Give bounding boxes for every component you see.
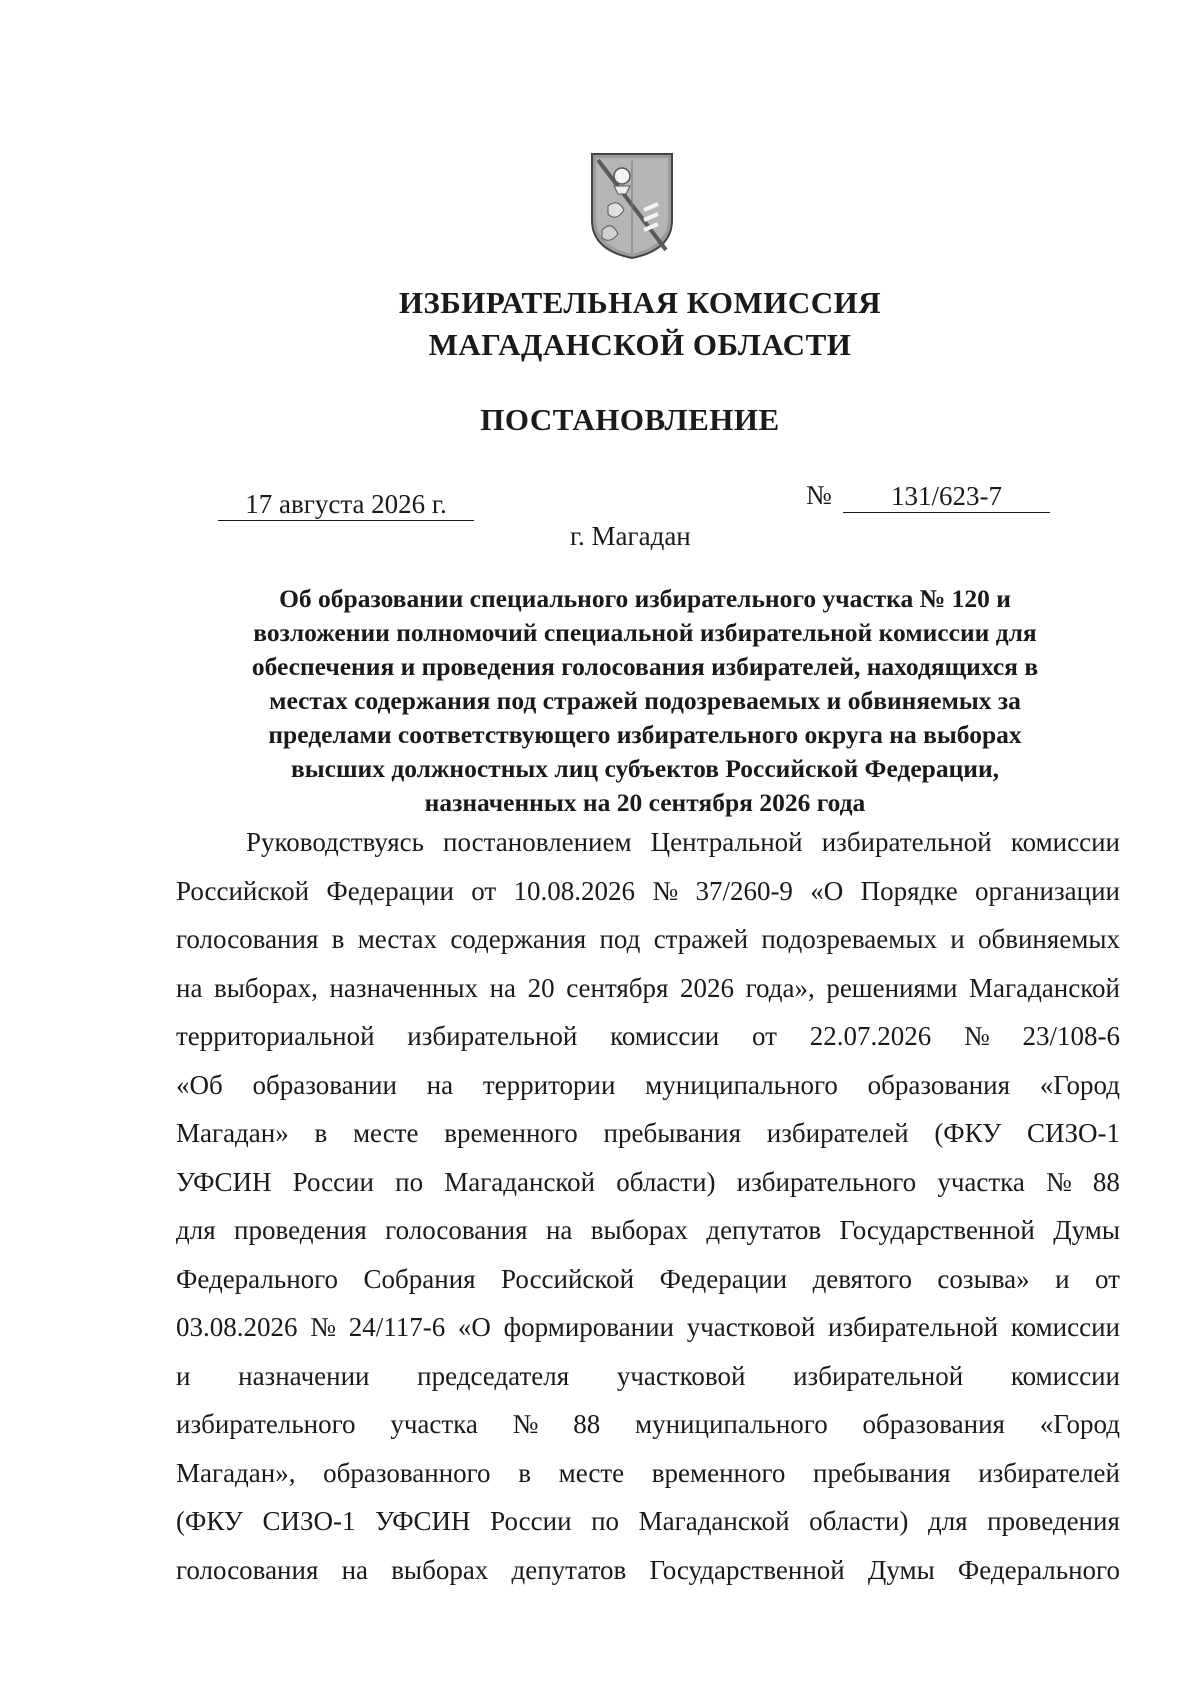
title-line: высших должностных лиц субъектов Российской Федерации,: [290, 754, 1000, 783]
body-line: Федерального Собрания Российской Федерации девятого созыва» и от: [176, 1263, 1120, 1294]
title-line: пределами соответствующего избирательного округа на выборах: [268, 720, 1022, 749]
title-line: возложении полномочий специальной избирательной комиссии для: [253, 618, 1037, 647]
body-line: «Об образовании на территории муниципального образования «Город: [176, 1069, 1120, 1100]
body-line: на выборах, назначенных на 20 сентября 2026 года», решениями Магаданской: [176, 972, 1120, 1003]
title-line: местах содержания под стражей подозреваемых и обвиняемых за: [269, 686, 1021, 715]
document-date: 17 августа 2026 г.: [218, 488, 474, 521]
body-line: Руководствуясь постановлением Центральной избирательной комиссии: [246, 827, 1120, 857]
title-line: обеспечения и проведения голосования избирателей, находящихся в: [251, 652, 1039, 681]
body-line: (ФКУ СИЗО-1 УФСИН России по Магаданской области) для проведения: [176, 1506, 1120, 1536]
document-title: [200, 582, 1090, 820]
document-type-heading: ПОСТАНОВЛЕНИЕ: [480, 402, 780, 437]
body-line: для проведения голосования на выборах депутатов Государственной Думы: [176, 1215, 1120, 1245]
title-line: Об образовании специального избирательного участка № 120 и: [279, 584, 1011, 613]
body-line: избирательного участка № 88 муниципального образования «Город: [176, 1409, 1120, 1439]
body-line: Российской Федерации от 10.08.2026 № 37/260-9 «О Порядке организации: [176, 875, 1120, 906]
body-line: УФСИН России по Магаданской области) избирательного участка № 88: [176, 1166, 1120, 1197]
coat-of-arms-icon: [588, 150, 676, 262]
title-line: назначенных на 20 сентября 2026 года: [424, 788, 866, 817]
body-line: территориальной избирательной комиссии от 22.07.2026 № 23/108-6: [176, 1021, 1120, 1051]
number-sign: №: [806, 480, 832, 510]
body-line: голосования в местах содержания под стражей подозреваемых и обвиняемых: [176, 924, 1120, 954]
body-line: Магадан» в месте временного пребывания избирателей (ФКУ СИЗО-1: [176, 1118, 1120, 1148]
document-number: 131/623-7: [843, 480, 1050, 513]
document-body: [176, 818, 1120, 1594]
body-line: Магадан», образованного в месте временного пребывания избирателей: [176, 1457, 1120, 1488]
organization-name-line-1: ИЗБИРАТЕЛЬНАЯ КОМИССИЯ: [398, 285, 882, 320]
body-line: и назначении председателя участковой избирательной комиссии: [176, 1360, 1120, 1391]
document-city: г. Магадан: [570, 521, 691, 551]
organization-name-line-2: МАГАДАНСКОЙ ОБЛАСТИ: [428, 327, 852, 362]
body-line: голосования на выборах депутатов Государственной Думы Федерального: [176, 1554, 1120, 1585]
body-line: 03.08.2026 № 24/117-6 «О формировании участковой избирательной комиссии: [176, 1312, 1120, 1342]
